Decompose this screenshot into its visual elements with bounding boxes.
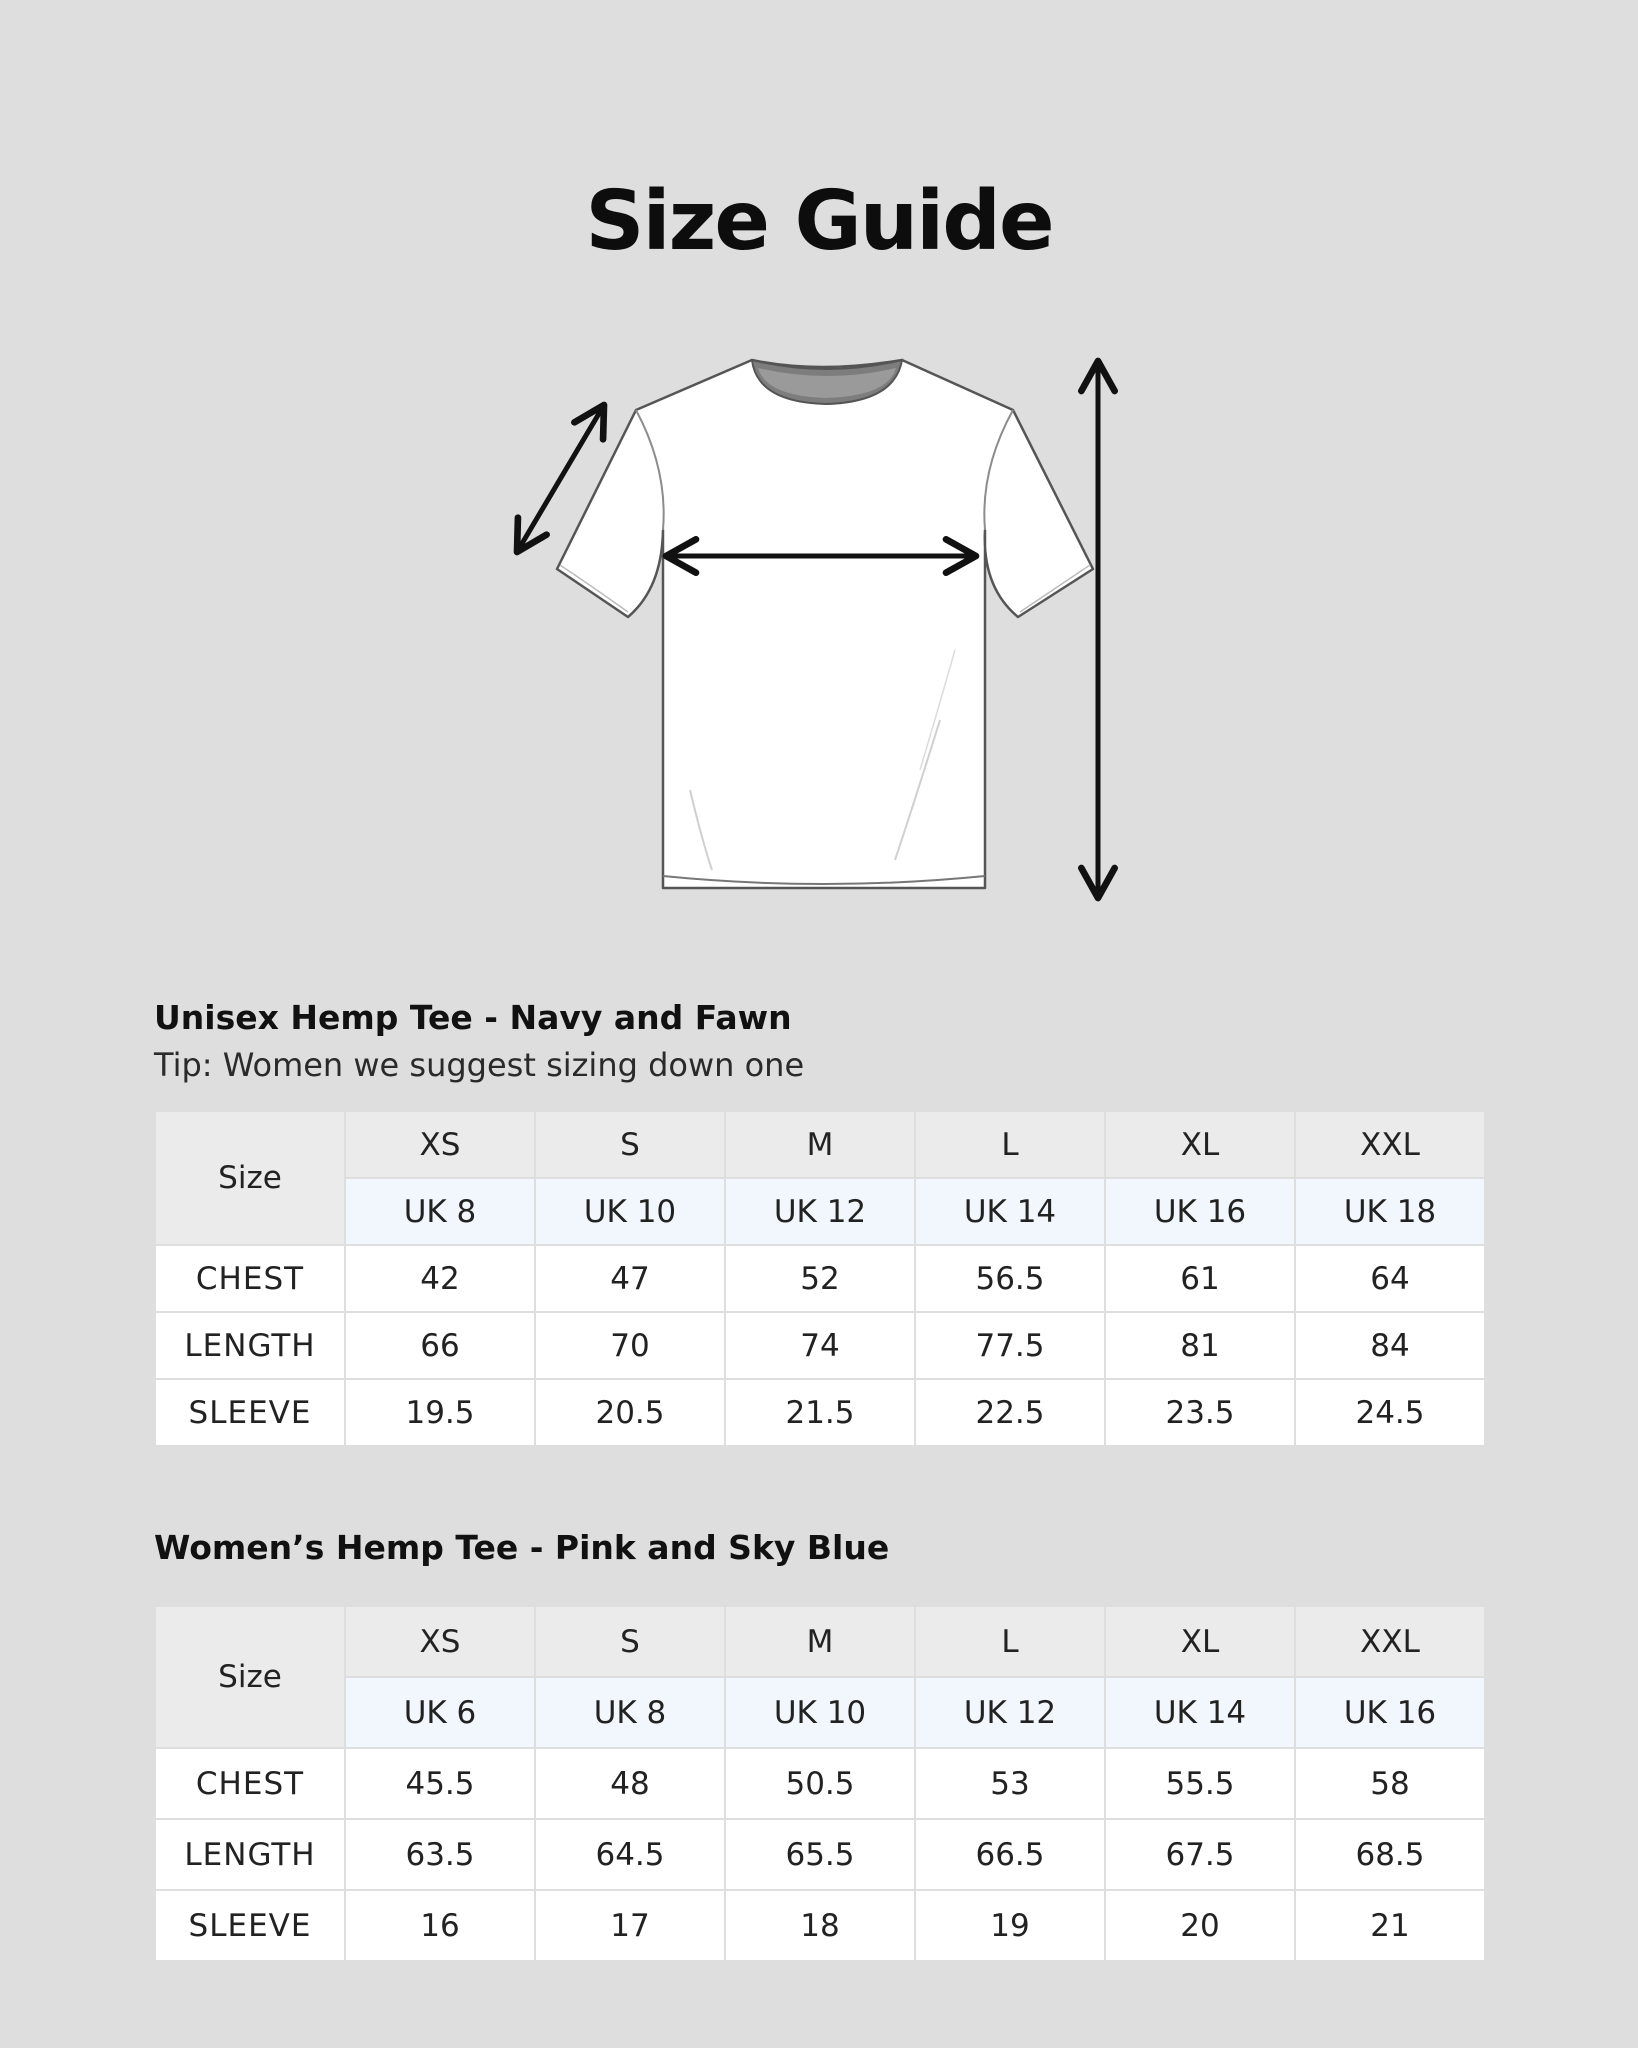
table-cell: 66 [345, 1312, 535, 1379]
table-cell: 20.5 [535, 1379, 725, 1446]
row-label-sleeve: SLEEVE [155, 1890, 345, 1961]
table-cell: 64.5 [535, 1819, 725, 1890]
table-cell: 45.5 [345, 1748, 535, 1819]
uk-size: UK 14 [915, 1178, 1105, 1245]
table-cell: 23.5 [1105, 1379, 1295, 1446]
size-letter: XL [1105, 1111, 1295, 1178]
womens-size-table [154, 1605, 1486, 1962]
uk-size: UK 18 [1295, 1178, 1485, 1245]
table-cell: 64 [1295, 1245, 1485, 1312]
size-letter: XL [1105, 1606, 1295, 1677]
table-cell: 48 [535, 1748, 725, 1819]
unisex-tip: Tip: Women we suggest sizing down one [154, 1046, 805, 1084]
table-cell: 19.5 [345, 1379, 535, 1446]
row-label-length: LENGTH [155, 1312, 345, 1379]
uk-size: UK 14 [1105, 1677, 1295, 1748]
table-cell: 24.5 [1295, 1379, 1485, 1446]
table-cell: 50.5 [725, 1748, 915, 1819]
size-letter: S [535, 1606, 725, 1677]
table-cell: 66.5 [915, 1819, 1105, 1890]
t-shirt-measurement-icon [500, 340, 1120, 920]
table-row [155, 1890, 1485, 1961]
table-row [155, 1819, 1485, 1890]
table-cell: 67.5 [1105, 1819, 1295, 1890]
unisex-heading: Unisex Hemp Tee - Navy and Fawn [154, 998, 792, 1037]
size-letter: L [915, 1111, 1105, 1178]
table-row [155, 1312, 1485, 1379]
unisex-size-table [154, 1110, 1486, 1447]
table-cell: 55.5 [1105, 1748, 1295, 1819]
size-letter: XXL [1295, 1606, 1485, 1677]
size-letter: XS [345, 1606, 535, 1677]
size-letter: L [915, 1606, 1105, 1677]
uk-size: UK 12 [725, 1178, 915, 1245]
table-cell: 65.5 [725, 1819, 915, 1890]
uk-size: UK 10 [725, 1677, 915, 1748]
table-row [155, 1748, 1485, 1819]
uk-size: UK 8 [535, 1677, 725, 1748]
womens-heading: Women’s Hemp Tee - Pink and Sky Blue [154, 1528, 890, 1567]
table-cell: 77.5 [915, 1312, 1105, 1379]
table-row [155, 1677, 1485, 1748]
table-row [155, 1379, 1485, 1446]
table-cell: 84 [1295, 1312, 1485, 1379]
row-label-length: LENGTH [155, 1819, 345, 1890]
table-cell: 61 [1105, 1245, 1295, 1312]
table-cell: 22.5 [915, 1379, 1105, 1446]
table-cell: 18 [725, 1890, 915, 1961]
t-shirt-outline [557, 360, 1093, 888]
table-cell: 17 [535, 1890, 725, 1961]
table-cell: 16 [345, 1890, 535, 1961]
uk-size: UK 6 [345, 1677, 535, 1748]
uk-size: UK 10 [535, 1178, 725, 1245]
row-label-chest: CHEST [155, 1748, 345, 1819]
table-cell: 81 [1105, 1312, 1295, 1379]
table-row [155, 1111, 1485, 1178]
table-cell: 42 [345, 1245, 535, 1312]
size-label: Size [155, 1606, 345, 1748]
table-cell: 58 [1295, 1748, 1485, 1819]
table-cell: 47 [535, 1245, 725, 1312]
table-cell: 21.5 [725, 1379, 915, 1446]
table-cell: 19 [915, 1890, 1105, 1961]
table-cell: 74 [725, 1312, 915, 1379]
size-letter: M [725, 1111, 915, 1178]
size-letter: M [725, 1606, 915, 1677]
table-cell: 21 [1295, 1890, 1485, 1961]
uk-size: UK 8 [345, 1178, 535, 1245]
row-label-sleeve: SLEEVE [155, 1379, 345, 1446]
table-cell: 56.5 [915, 1245, 1105, 1312]
table-row [155, 1245, 1485, 1312]
page-title: Size Guide [585, 174, 1053, 269]
table-row [155, 1178, 1485, 1245]
size-label: Size [155, 1111, 345, 1245]
size-letter: S [535, 1111, 725, 1178]
table-row [155, 1606, 1485, 1677]
size-letter: XXL [1295, 1111, 1485, 1178]
table-cell: 52 [725, 1245, 915, 1312]
table-cell: 63.5 [345, 1819, 535, 1890]
table-cell: 68.5 [1295, 1819, 1485, 1890]
uk-size: UK 16 [1105, 1178, 1295, 1245]
uk-size: UK 12 [915, 1677, 1105, 1748]
table-cell: 20 [1105, 1890, 1295, 1961]
size-letter: XS [345, 1111, 535, 1178]
table-cell: 53 [915, 1748, 1105, 1819]
row-label-chest: CHEST [155, 1245, 345, 1312]
table-cell: 70 [535, 1312, 725, 1379]
uk-size: UK 16 [1295, 1677, 1485, 1748]
